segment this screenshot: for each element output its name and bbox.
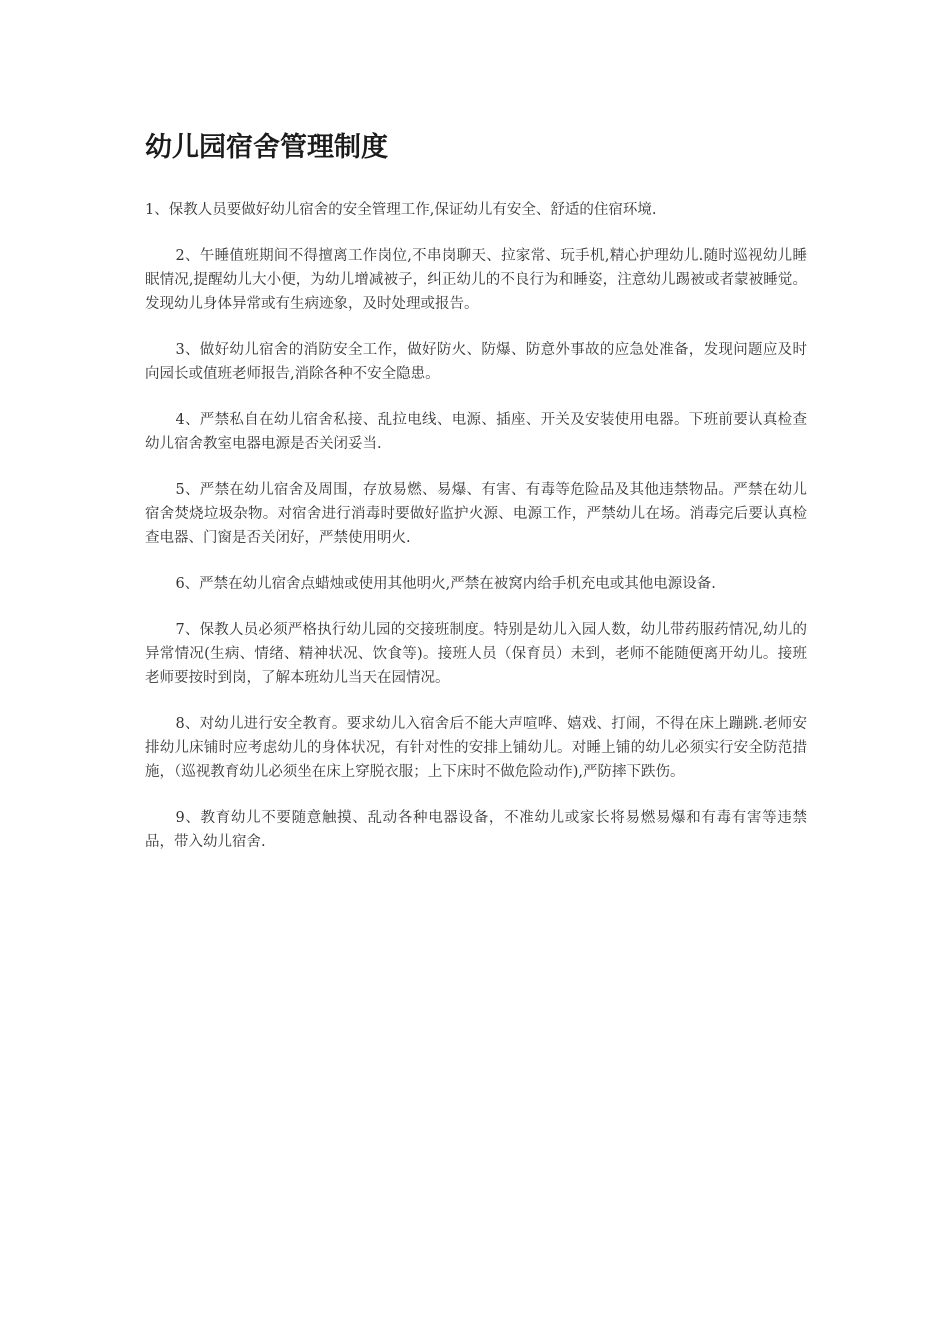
rules-list	[145, 198, 807, 854]
rule-paragraph-8: 8、对幼儿进行安全教育。要求幼儿入宿舍后不能大声喧哗、嬉戏、打闹，不得在床上蹦跳.老师安排幼儿床铺时应考虑幼儿的身体状况，有针对性的安排上铺幼儿。对睡上铺的幼儿必须实行安全防范措施，（巡视教育幼儿必须坐在床上穿脱衣服；上下床时不做危险动作),严防摔下跌伤。	[145, 716, 807, 780]
rule-paragraph-6: 6、严禁在幼儿宿舍点蜡烛或使用其他明火,严禁在被窝内给手机充电或其他电源设备.	[175, 576, 716, 592]
rule-paragraph-1: 1、保教人员要做好幼儿宿舍的安全管理工作,保证幼儿有安全、舒适的住宿环境.	[145, 202, 657, 218]
rule-paragraph-3: 3、做好幼儿宿舍的消防安全工作，做好防火、防爆、防意外事故的应急处准备，发现问题应及时向园长或值班老师报告,消除各种不安全隐患。	[145, 342, 807, 382]
document-title: 幼儿园宿舍管理制度	[145, 132, 388, 163]
rule-paragraph-7: 7、保教人员必须严格执行幼儿园的交接班制度。特别是幼儿入园人数，幼儿带药服药情况,幼儿的异常情况(生病、情绪、精神状况、饮食等)。接班人员（保育员）未到，老师不能随便离开幼儿。接班老师要按时到岗，了解本班幼儿当天在园情况。	[145, 622, 807, 686]
rule-paragraph-4: 4、严禁私自在幼儿宿舍私接、乱拉电线、电源、插座、开关及安装使用电器。下班前要认真检查幼儿宿舍教室电器电源是否关闭妥当.	[145, 412, 807, 452]
rule-paragraph-5: 5、严禁在幼儿宿舍及周围，存放易燃、易爆、有害、有毒等危险品及其他违禁物品。严禁在幼儿宿舍焚烧垃圾杂物。对宿舍进行消毒时要做好监护火源、电源工作，严禁幼儿在场。消毒完后要认真检查电器、门窗是否关闭好，严禁使用明火.	[145, 482, 807, 546]
document-body	[145, 128, 807, 876]
rule-paragraph-9: 9、教育幼儿不要随意触摸、乱动各种电器设备，不准幼儿或家长将易燃易爆和有毒有害等违禁品，带入幼儿宿舍.	[145, 810, 807, 850]
rule-paragraph-2: 2、午睡值班期间不得擅离工作岗位,不串岗聊天、拉家常、玩手机,精心护理幼儿.随时巡视幼儿睡眠情况,提醒幼儿大小便，为幼儿增减被子，纠正幼儿的不良行为和睡姿，注意幼儿踢被或者蒙被睡觉。发现幼儿身体异常或有生病迹象，及时处理或报告。	[145, 248, 807, 312]
